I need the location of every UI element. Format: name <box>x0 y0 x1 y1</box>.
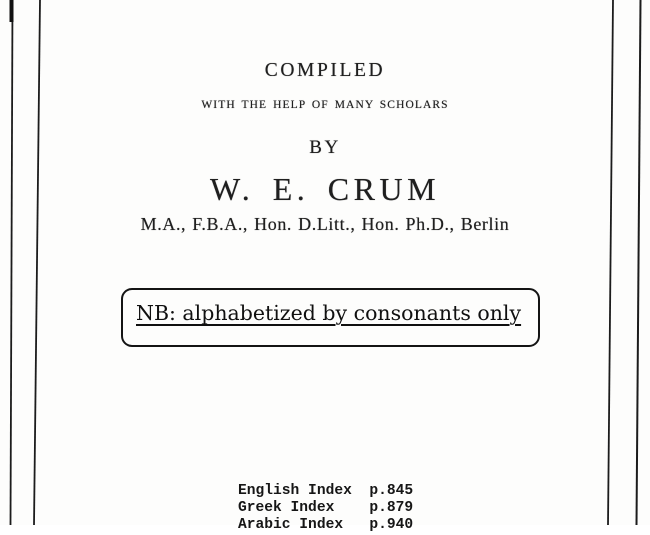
note-text: NB: alphabetized by consonants only <box>136 301 522 325</box>
index-listing <box>238 483 413 535</box>
scholars-credit-line: WITH THE HELP OF MANY SCHOLARS <box>201 99 449 111</box>
index-line-english: English Index p.845 <box>238 483 414 499</box>
index-line-arabic-clipped: Arabic Index p.940 <box>238 517 414 534</box>
author-credentials: M.A., F.B.A., Hon. D.Litt., Hon. Ph.D., Berlin <box>140 214 510 234</box>
note-annotation-box <box>121 288 540 347</box>
author-name: W. E. CRUM <box>209 171 441 207</box>
by-label: BY <box>309 137 341 158</box>
index-line-greek: Greek Index p.879 <box>238 500 414 517</box>
scan-smudge-mark <box>10 0 14 22</box>
compiled-heading: COMPILED <box>264 60 386 81</box>
